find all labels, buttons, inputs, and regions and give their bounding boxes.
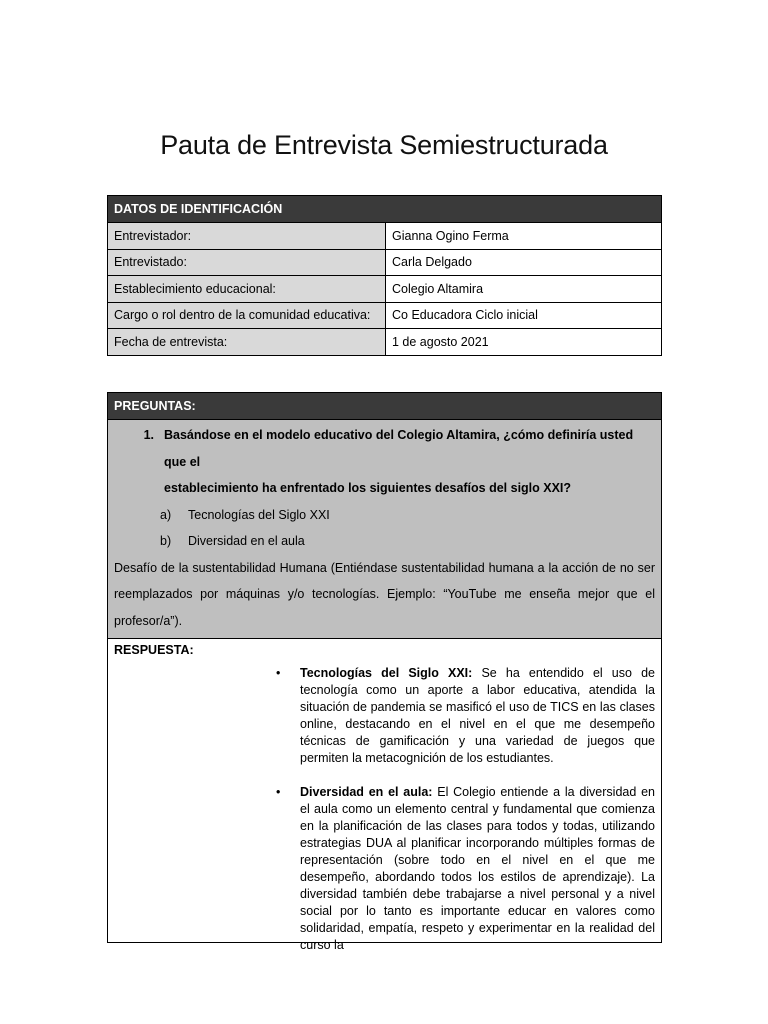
row-value: Co Educadora Ciclo inicial (386, 302, 662, 329)
row-value: Carla Delgado (386, 249, 662, 276)
answer-text (300, 784, 655, 954)
identification-header: DATOS DE IDENTIFICACIÓN (108, 196, 662, 223)
table-row (108, 249, 662, 276)
questions-header: PREGUNTAS: (108, 393, 662, 420)
sub-text-b: Diversidad en el aula (188, 534, 305, 548)
sub-letter-a: a) (160, 507, 172, 522)
sub-letter-b: b) (160, 534, 172, 548)
question-cell (108, 420, 662, 639)
row-label: Establecimiento educacional: (108, 276, 386, 303)
bullet-icon: • (276, 785, 281, 799)
answer-text (300, 665, 655, 767)
row-value: Colegio Altamira (386, 276, 662, 303)
question-line-1: Basándose en el modelo educativo del Colegio Altamira, ¿cómo definiría usted que el (164, 428, 634, 469)
answer-heading: Diversidad en el aula: (300, 785, 433, 799)
row-label: Fecha de entrevista: (108, 329, 386, 356)
question-line-2: establecimiento ha enfrentado los siguientes desafíos del siglo XXI? (164, 481, 572, 495)
table-row (108, 329, 662, 356)
row-label: Cargo o rol dentro de la comunidad educativa: (108, 302, 386, 329)
answer-body: El Colegio entiende a la diversidad en el aula como un elemento central y fundamental que comienza en la planificación de las clases para todos y todas, utilizando estrategias DUA al planificar incorporando múltiples formas de representación (sobre todo en el nivel en el que me desempeño, abordando todos los estilos de aprendizaje). La diversidad también debe trabajarse a nivel personal y a nivel social por lo tanto es importante educar en valores como solidaridad, empatía, respeto y experimentar en la realidad del curso la (300, 785, 655, 952)
sub-text-a: Tecnologías del Siglo XXI (188, 507, 330, 522)
answer-cell (108, 639, 662, 952)
sub-question-a (114, 502, 655, 529)
answer-heading: Tecnologías del Siglo XXI: (300, 666, 473, 680)
page-title: Pauta de Entrevista Semiestructurada (160, 130, 608, 160)
table-row (108, 223, 662, 250)
row-value: Gianna Ogino Ferma (386, 223, 662, 250)
row-label: Entrevistador: (108, 223, 386, 250)
table-row (108, 276, 662, 303)
answer-body: Se ha entendido el uso de tecnología como un aporte a labor educativa, atendida la situación de pandemia se masificó el uso de TICS en las clases online, destacando en el nivel en el que me desempeño técnicas de gamificación y una variedad de juegos que permiten la metacognición de los estudiantes. (300, 666, 655, 765)
answer-item (276, 784, 655, 954)
challenge-text: Desafío de la sustentabilidad Humana (Entiéndase sustentabilidad humana a la acción de no ser reemplazados por máquinas y/o tecnologías. Ejemplo: “YouTube me enseña mejor que el profesor/a”). (114, 560, 655, 628)
table-row (108, 302, 662, 329)
identification-table (107, 195, 662, 356)
question-number: 1. (143, 428, 154, 442)
answer-label: RESPUESTA: (114, 643, 194, 657)
row-label: Entrevistado: (108, 249, 386, 276)
answer-item (276, 665, 655, 767)
question-1 (114, 422, 655, 475)
sub-question-b (114, 528, 655, 555)
row-value: 1 de agosto 2021 (386, 329, 662, 356)
bullet-icon: • (276, 666, 281, 680)
questions-table (107, 392, 662, 952)
